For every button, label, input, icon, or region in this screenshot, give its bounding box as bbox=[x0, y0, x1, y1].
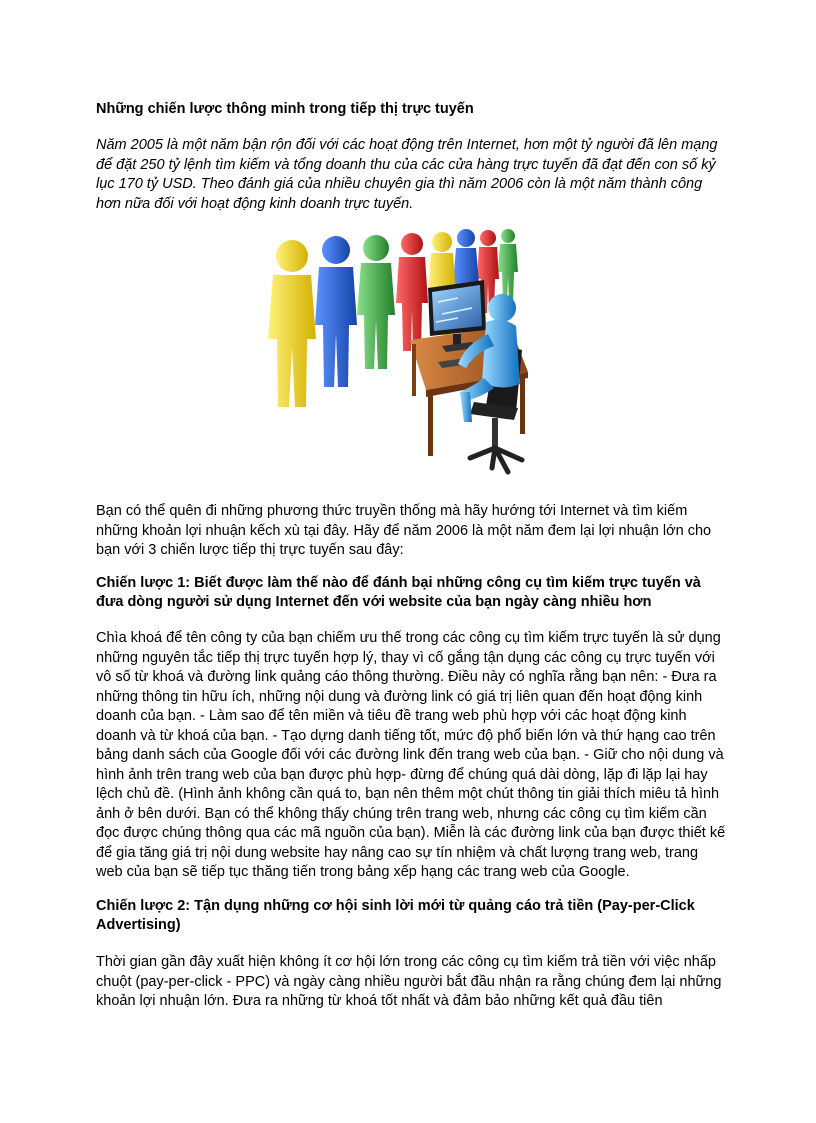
document-title: Những chiến lược thông minh trong tiếp thị trực tuyến bbox=[96, 101, 474, 117]
person-figure-green-back bbox=[498, 229, 518, 302]
person-figure-red bbox=[396, 233, 428, 351]
person-figure-blue bbox=[315, 236, 357, 387]
paragraph-intro-strategies: Bạn có thể quên đi những phương thức truyền thống mà hãy hướng tới Internet và tìm kiếm những khoản lợi nhuận kếch xù tại đây. Hãy để năm 2006 là một năm đem lại lợi nhuận lớn cho bạn với 3 chiến lược tiếp thị trực tuyến sau đây: bbox=[96, 503, 712, 558]
person-figure-yellow bbox=[268, 240, 316, 407]
strategy-1-body: Chìa khoá để tên công ty của bạn chiếm ưu thế trong các công cụ tìm kiếm trực tuyến là sử dụng những nguyên tắc tiếp thị trực tuyến hợp lý, thay vì cố gắng tận dụng các công cụ trực tuyến với vô số từ khoá và đường link quảng cáo thông thường. Điều này có nghĩa rằng bạn nên: - Đưa ra những thông tin hữu ích, những nội dung và đường link có giá trị liên quan đến hoạt động kinh doanh của bạn. - Làm sao để tên miền và tiêu đề trang web phù hợp với các hoạt động kinh doanh và từ khoá của bạn. - Tạo dựng danh tiếng tốt, mức độ phổ biến lớn và thứ hạng cao trên bảng danh sách của Google đối với các đường link đến trang web của bạn. - Giữ cho nội dung và hình ảnh trên trang web của bạn được phù hợp- đừng để chúng quá dài dòng, lặp đi lặp lại hay lệch chủ đề. (Hình ảnh không cần quá to, bạn nên thêm một chút thông tin giải thích miêu tả hình ảnh ở bên dưới. Bạn có thể không thấy chúng trên trang web, nhưng các công cụ tìm kiếm cần đọc được chúng thông qua các mã nguồn của bạn). Miễn là các đường link của bạn được thiết kế để gia tăng giá trị nội dung website hay nâng cao sự tín nhiệm và chất lượng trang web, trang web của bạn sẽ tiếp tục thăng tiến trong bảng xếp hạng các trang web của Google. bbox=[96, 630, 726, 880]
intro-paragraph: Năm 2005 là một năm bận rộn đối với các hoạt động trên Internet, hơn một tỷ người đã lên mạng để đặt 250 tỷ lệnh tìm kiếm và tổng doanh thu của các cửa hàng trực tuyến đã đạt đến con số kỷ lục 170 tỷ USD. Theo đánh giá của nhiều chuyên gia thì năm 2006 còn là một năm thành công hơn nữa đối với hoạt động kinh doanh trực tuyến. bbox=[96, 137, 718, 212]
strategy-2-heading: Chiến lược 2: Tận dụng những cơ hội sinh lời mới từ quảng cáo trả tiền (Pay-per-Click Advertising) bbox=[96, 898, 695, 933]
illustration-online-marketing bbox=[260, 222, 530, 480]
strategy-2-body: Thời gian gần đây xuất hiện không ít cơ hội lớn trong các công cụ tìm kiếm trả tiền với việc nhấp chuột (pay-per-click - PPC) và ngày càng nhiều người bắt đầu nhận ra rằng chúng đem lại những khoản lợi nhuận lớn. Đưa ra những từ khoá tốt nhất và đảm bảo những kết quả đầu tiên bbox=[96, 954, 722, 1009]
person-figure-green bbox=[357, 235, 395, 369]
strategy-1-heading: Chiến lược 1: Biết được làm thế nào để đánh bại những công cụ tìm kiếm trực tuyến và đưa dòng người sử dụng Internet đến với website của bạn ngày càng nhiều hơn bbox=[96, 575, 701, 610]
